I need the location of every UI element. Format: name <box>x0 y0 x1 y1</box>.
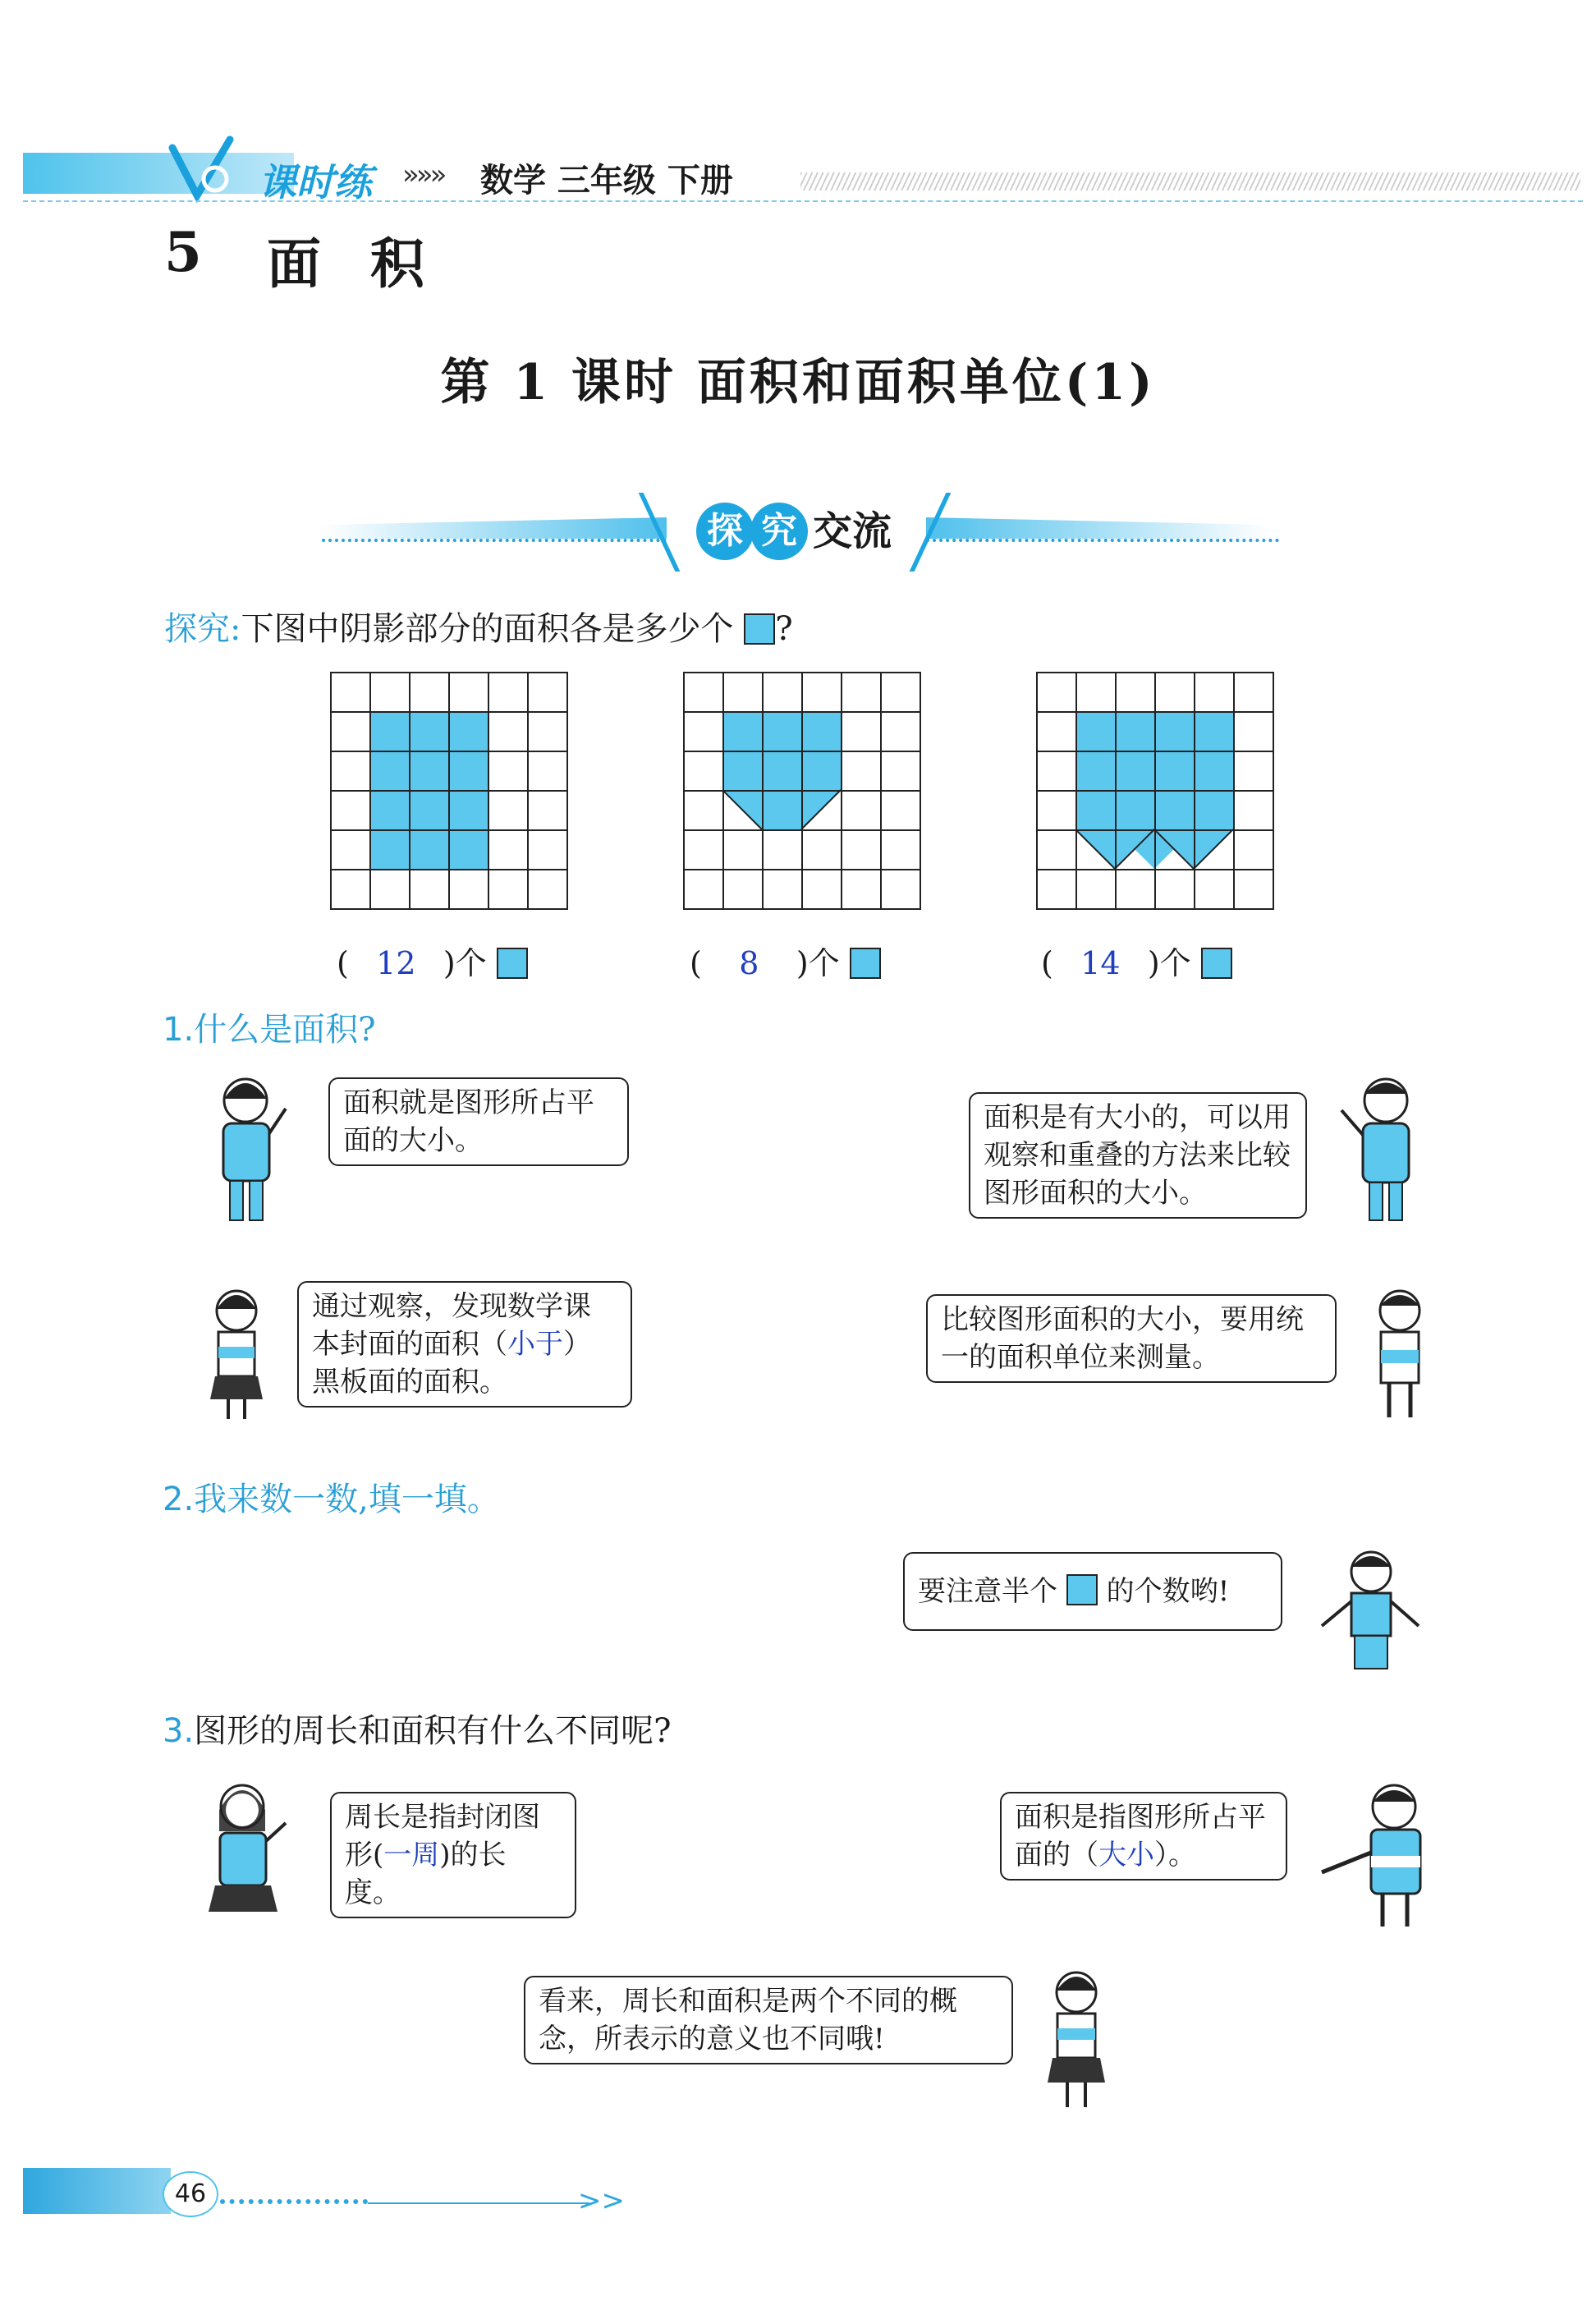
girl-figure-icon <box>197 1774 296 1938</box>
question-text: 图形的周长和面积有什么不同呢? <box>194 1712 672 1750</box>
header-brand: 课时练 <box>259 160 372 204</box>
footer-arrow-icon: >> <box>578 2184 625 2217</box>
girl-figure-icon <box>195 1281 277 1421</box>
header-hatch <box>800 172 1580 191</box>
speech-bubble: 面积就是图形所占平面的大小。 <box>328 1077 629 1166</box>
grid-figure-3 <box>1036 672 1274 910</box>
answer-value: 12 <box>376 945 416 981</box>
speech-bubble: 面积是有大小的，可以用观察和重叠的方法来比较图形面积的大小。 <box>969 1092 1307 1219</box>
girl-figure-icon <box>200 1068 299 1224</box>
question-number: 2. <box>163 1481 195 1518</box>
question-text: 我来数一数,填一填。 <box>194 1481 500 1518</box>
question-number: 1. <box>163 1011 195 1049</box>
banner-char-1: 探 <box>696 503 754 560</box>
answer-value: 14 <box>1080 945 1121 981</box>
speech-bubble: 看来，周长和面积是两个不同的概念，所表示的意义也不同哦! <box>524 1976 1013 2064</box>
speech-bubble <box>903 1552 1282 1631</box>
bubble-text: 要注意半个 <box>918 1575 1057 1608</box>
answer-close: )个 <box>796 945 840 981</box>
banner-right-stripe <box>926 517 1271 539</box>
bubble-text: )的长度。 <box>345 1839 507 1909</box>
page-number: 46 <box>163 2171 218 2217</box>
question-1 <box>163 1003 376 1050</box>
footer-line <box>368 2202 589 2204</box>
footer-dots <box>220 2199 368 2204</box>
grid-figure-2 <box>683 672 921 910</box>
header-band <box>23 153 294 194</box>
explore-text: 下图中阴影部分的面积各是多少个 <box>241 610 734 648</box>
brand-logo-icon <box>164 131 238 205</box>
grid-figure-1 <box>330 672 568 910</box>
answer-text: 小于 <box>507 1328 563 1361</box>
unit-square-icon <box>1201 948 1232 979</box>
boy-figure-icon <box>1305 1774 1445 1930</box>
header-subject: 数学 三年级 下册 <box>480 162 733 200</box>
speech-bubble <box>1000 1792 1287 1881</box>
speech-bubble: 比较图形面积的大小，要用统一的面积单位来测量。 <box>926 1294 1337 1383</box>
boy-figure-icon <box>1312 1544 1427 1675</box>
question-number: 3. <box>163 1712 195 1750</box>
question-3 <box>163 1705 672 1752</box>
banner-title: 交流 <box>813 508 892 554</box>
unit-square-icon <box>744 613 775 645</box>
banner-dots-right <box>926 539 1279 542</box>
answer-figure-1 <box>337 938 528 983</box>
banner-char-2: 究 <box>750 503 808 560</box>
answer-open: ( <box>337 945 349 981</box>
speech-bubble <box>297 1281 632 1408</box>
explore-label: 探究: <box>164 610 241 648</box>
banner-left-stripe <box>322 517 667 539</box>
question-2 <box>163 1473 500 1520</box>
question-text: 什么是面积? <box>194 1011 376 1049</box>
chapter-number: 5 <box>164 220 202 284</box>
banner-dots-left <box>322 539 667 542</box>
bubble-text: ）黑板面的面积。 <box>312 1328 591 1398</box>
answer-value: 8 <box>739 945 759 981</box>
bubble-text: 的个数哟! <box>1106 1575 1230 1608</box>
answer-text: 一周 <box>383 1839 440 1871</box>
boy-figure-icon <box>1330 1068 1437 1224</box>
chapter-title: 面积 <box>267 232 474 296</box>
explore-question <box>164 603 793 650</box>
boy-figure-icon <box>1355 1281 1445 1421</box>
bubble-text: ）。 <box>1154 1839 1196 1871</box>
answer-figure-3 <box>1041 938 1232 983</box>
answer-close: )个 <box>1147 945 1191 981</box>
unit-square-icon <box>1066 1574 1098 1605</box>
unit-square-icon <box>850 948 881 979</box>
header-rule <box>23 200 1583 202</box>
girl-figure-icon <box>1031 1963 1121 2110</box>
answer-figure-2 <box>690 938 881 983</box>
footer-bar <box>23 2168 171 2214</box>
speech-bubble <box>330 1792 576 1918</box>
bubble-text: 面积是指图形所占平面的（ <box>1015 1801 1266 1871</box>
answer-text: 大小 <box>1098 1839 1154 1871</box>
unit-square-icon <box>497 948 528 979</box>
answer-close: )个 <box>443 945 487 981</box>
bubble-text: 通过观察，发现数学课本封面的面积（ <box>312 1290 591 1361</box>
answer-open: ( <box>690 945 702 981</box>
bubble-text: 周长是指封闭图形( <box>345 1801 540 1871</box>
header-arrows: »»» <box>402 158 444 191</box>
explore-tail: ? <box>775 610 793 648</box>
lesson-title: 第 1 课时 面积和面积单位(1) <box>440 354 1156 411</box>
answer-open: ( <box>1041 945 1053 981</box>
